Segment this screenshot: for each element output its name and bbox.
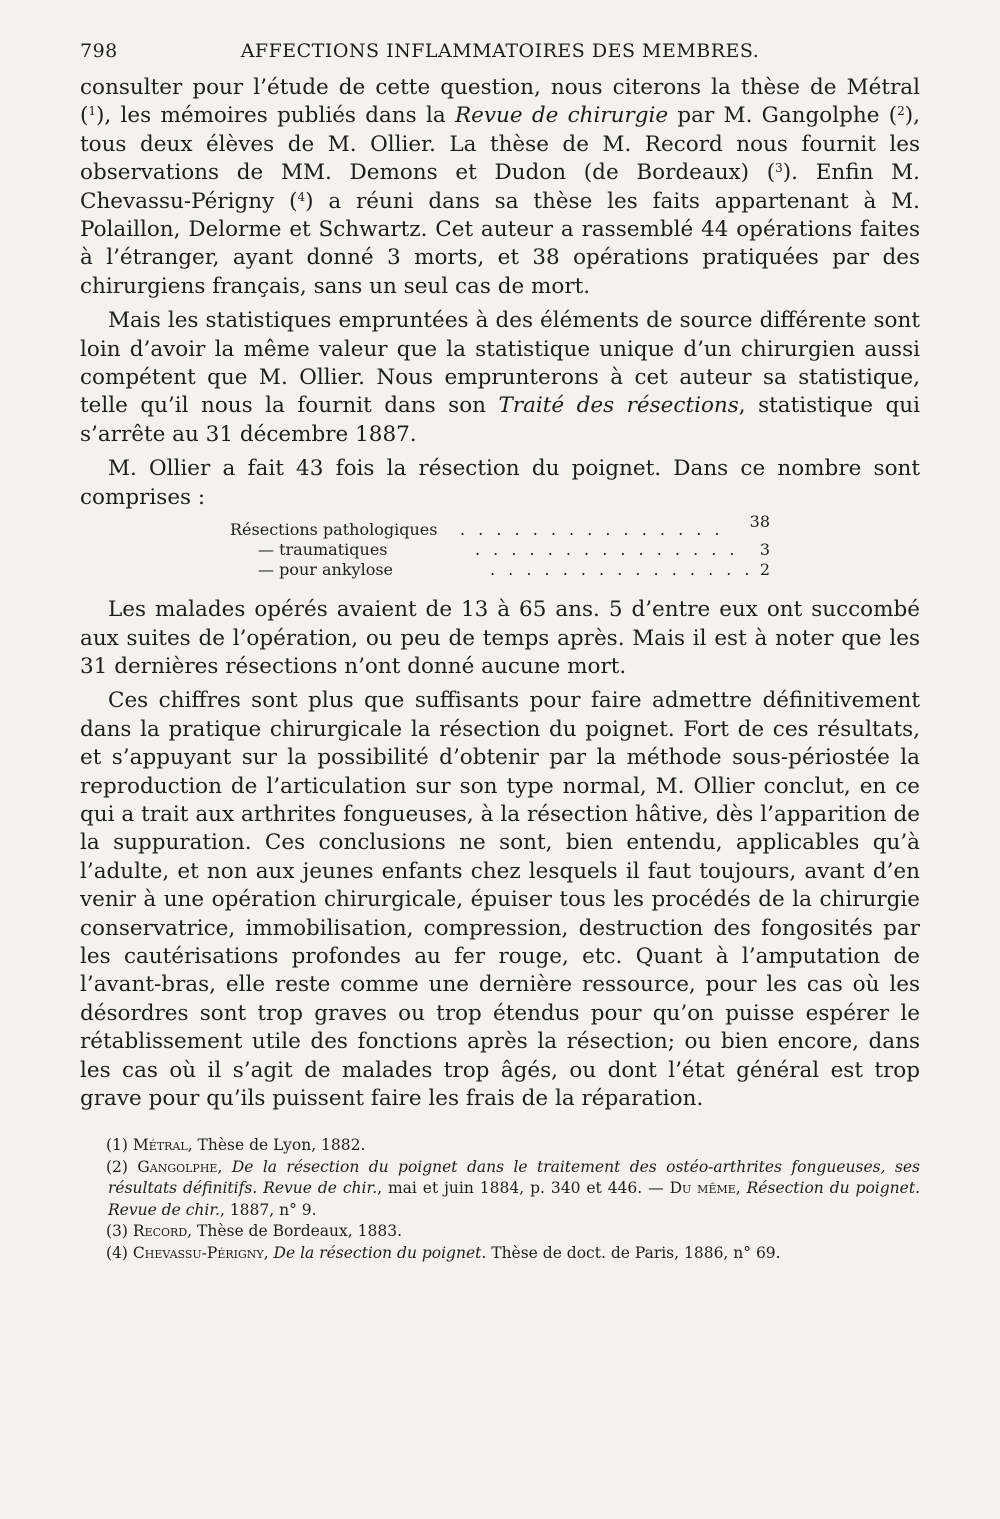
stats-label: — pour ankylose: [258, 560, 394, 580]
footnote-ref: 2: [897, 104, 905, 119]
footnote-1: [80, 1135, 920, 1157]
text-span: ) a réuni dans sa thèse les faits appartenant à M. Polaillon, Delorme et Schwartz. Cet auteur a rassemblé 44 opérations faites à l’étranger, ayant donné 3 morts, et 38 opérations pratiquées par des chirurgiens français, sans un seul cas de mort.: [80, 188, 920, 299]
text-span: ), les mémoires publiés dans la: [96, 103, 455, 129]
leader-dots: . . . . . . . . . . . . . . .: [475, 540, 739, 560]
text-span: . Thèse de doct. de Paris, 1886, n° 69.: [481, 1243, 781, 1262]
italic-title: Revue de chirurgie: [454, 103, 669, 129]
leader-dots: . . . . . . . . . . . . . . .: [460, 520, 724, 540]
running-header: [80, 40, 920, 74]
footnote-3: [80, 1221, 920, 1243]
stats-label: — traumatiques: [258, 540, 388, 560]
text-span: ), tous deux élèves de M. Ollier. La thèse de M. Record nous fournit les observations de MM. Demons et Dudon (de Bordeaux) (: [80, 103, 920, 186]
text-span: , 1887, n° 9.: [219, 1200, 317, 1219]
stats-value: 38: [749, 512, 770, 532]
text-span: , mai et juin 1884, p. 340 et 446. —: [377, 1179, 670, 1198]
footnote-2: (2) Gangolphe, De la résection du poignet dans le traitement des ostéo-arthrites fongueuses, ses résultats définitifs. Revue de chir., mai et juin 1884, p. 340 et 446. — Du même, Résection du poignet. Revue de chir., 1887, n° 9.: [106, 1157, 920, 1219]
text-span: ,: [735, 1179, 747, 1198]
body-text: [80, 74, 920, 1113]
page-number: 798: [80, 40, 118, 62]
footnote-author: Gangolphe: [137, 1157, 218, 1176]
italic-title: Traité des résections: [498, 393, 739, 419]
text-span: consulter pour l’étude de cette question, nous citerons la thèse de Métral (: [80, 75, 920, 129]
footnote-mark: (1): [106, 1136, 128, 1155]
stats-value: 2: [759, 560, 770, 580]
text-span: Mais les statistiques empruntées à des éléments de source différente sont loin d’avoir la même valeur que la statistique unique d’un chirurgien aussi compétent que M. Ollier. Nous emprunterons à cet auteur sa statistique, telle qu’il nous la fournit dans son: [80, 308, 920, 419]
paragraph-5: Ces chiffres sont plus que suffisants pour faire admettre définitivement dans la pratique chirurgicale la résection du poignet. Fort de ces résultats, et s’appuyant sur la possibilité d’obtenir par la méthode sous-périostée la reproduction de l’articulation sur son type normal, M. Ollier conclut, en ce qui a trait aux arthrites fongueuses, à la résection hâtive, dès l’apparition de la suppuration. Ces conclusions ne sont, bien entendu, applicables qu’à l’adulte, et non aux jeunes enfants chez lesquels il faut toujours, avant d’en venir à une opération chirurgicale, épuiser tous les procédés de la chirurgie conservatrice, immobilisation, compression, destruction des fongosités par les cautérisations profondes au fer rouge, etc. Quant à l’amputation de l’avant-bras, elle reste comme une dernière ressource, pour les cas où les désordres sont trop graves ou trop étendus pour qu’on puisse espérer le rétablissement utile des fonctions après la résection; ou bien encore, dans les cas où il s’agit de malades trop âgés, ou dont l’état général est trop grave pour qu’ils puissent faire les frais de la réparation.: [80, 688, 920, 1111]
paragraph-1: [80, 74, 920, 301]
stats-row: [80, 540, 770, 560]
paragraph-2: [80, 307, 920, 449]
paragraph-3: M. Ollier a fait 43 fois la résection du poignet. Dans ce nombre sont comprises :: [80, 456, 920, 510]
statistics-table: [80, 512, 920, 582]
footnote-author: Chevassu-Périgny: [132, 1243, 264, 1262]
footnote-ref: 3: [775, 161, 783, 176]
italic-title: Résection du poignet. Revue de chir.: [108, 1179, 920, 1219]
footnote-author: Métral: [132, 1136, 188, 1155]
leader-dots: . . . . . . . . . . . . . . .: [490, 560, 754, 580]
text-span: ,: [263, 1243, 274, 1262]
italic-title: De la résection du poignet dans le traitement des ostéo-arthrites fongueuses, ses résultats définitifs. Revue de chir.: [108, 1157, 920, 1198]
text-span: , Thèse de Lyon, 1882.: [187, 1136, 366, 1155]
text-span: ). Enfin M. Chevassu-Périgny (: [80, 160, 921, 214]
stats-row: [80, 560, 770, 580]
stats-label: Résections pathologiques: [230, 520, 438, 540]
footnote-author: Du même: [669, 1179, 736, 1198]
footnotes: [80, 1135, 920, 1264]
italic-title: De la résection du poignet: [273, 1243, 482, 1262]
footnote-ref: 4: [297, 189, 306, 204]
text-span: , Thèse de Bordeaux, 1883.: [187, 1222, 402, 1241]
running-title: AFFECTIONS INFLAMMATOIRES DES MEMBRES.: [240, 40, 760, 62]
footnote-ref: 1: [88, 104, 97, 119]
page: [80, 40, 920, 1264]
footnote-mark: (3): [106, 1222, 128, 1241]
footnote-mark: (4): [106, 1243, 128, 1262]
footnote-mark: (2): [106, 1157, 128, 1176]
text-span: par M. Gangolphe (: [668, 103, 898, 129]
footnote-author: Record: [132, 1222, 188, 1241]
text-span: , statistique qui s’arrête au 31 décembre 1887.: [80, 393, 920, 447]
footnote-4: [80, 1243, 920, 1265]
stats-value: 3: [759, 540, 770, 560]
paragraph-4: Les malades opérés avaient de 13 à 65 ans. 5 d’entre eux ont succombé aux suites de l’opération, ou peu de temps après. Mais il est à noter que les 31 dernières résections n’ont donné aucune mort.: [80, 597, 920, 679]
stats-row: [80, 512, 770, 540]
